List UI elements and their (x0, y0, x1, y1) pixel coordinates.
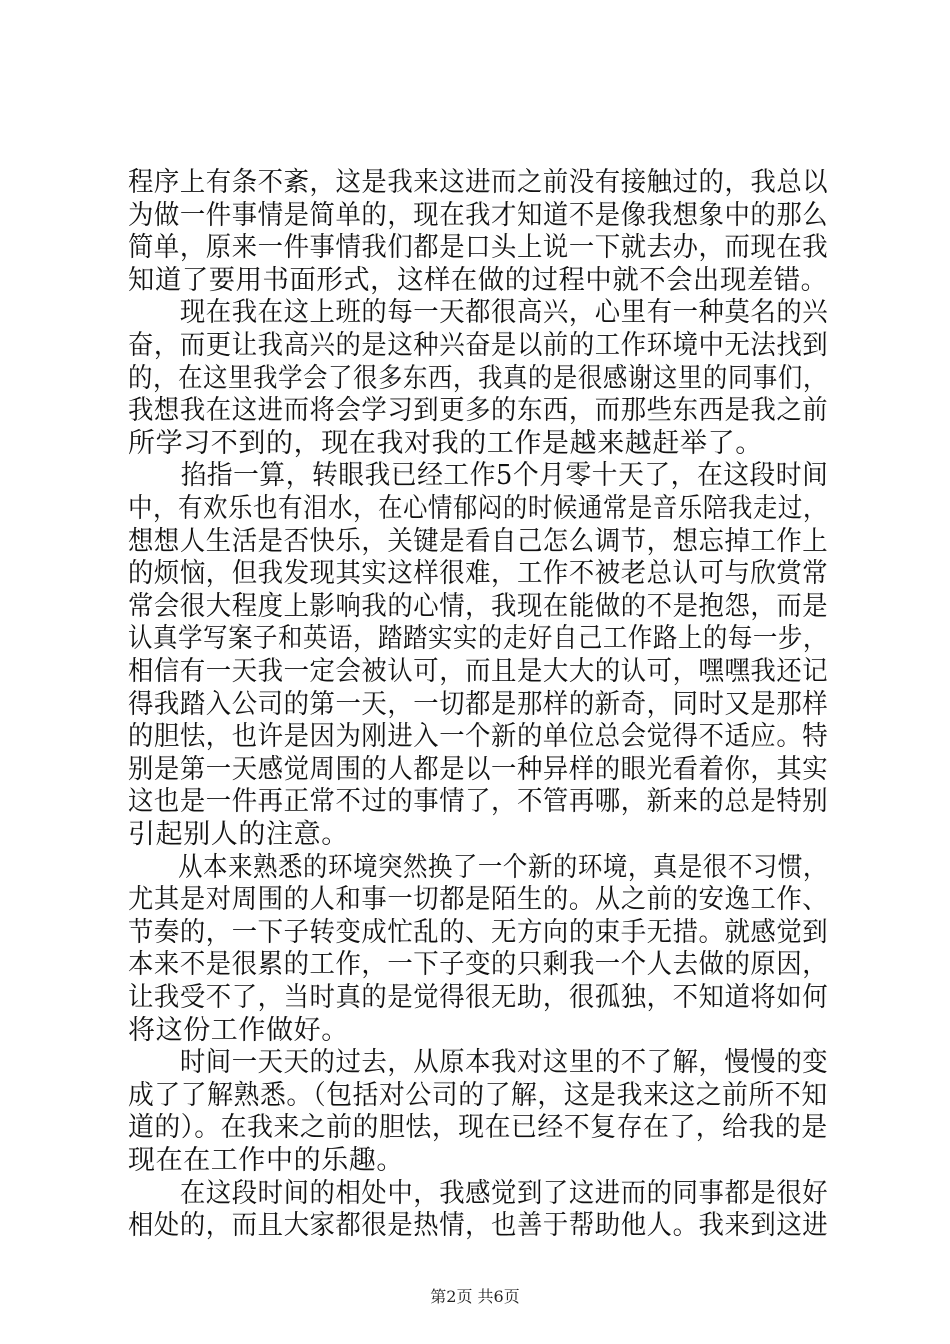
text-line: 认真学写案子和英语，踏踏实实的走好自己工作路上的每一步， (128, 623, 828, 655)
text-line: 得我踏入公司的第一天，一切都是那样的新奇，同时又是那样 (128, 688, 829, 720)
text-line: 成了了解熟悉。（包括对公司的了解，这是我来这之前所不知 (128, 1079, 828, 1111)
text-line: 现在我在这上班的每一天都很高兴，心里有一种莫名的兴 (128, 297, 829, 329)
text-line: 程序上有条不紊，这是我来这进而之前没有接触过的，我总以 (128, 167, 829, 198)
text-line: 别是第一天感觉周围的人都是以一种异样的眼光看着你，其实 (128, 753, 829, 785)
text-line: 相信有一天我一定会被认可，而且是大大的认可，嘿嘿我还记 (128, 656, 829, 687)
text-line: 中，有欢乐也有泪水，在心情郁闷的时候通常是音乐陪我走过， (128, 493, 828, 524)
page-number-footer: 第2页 共6页 (430, 1287, 520, 1306)
text-line: 所学习不到的，现在我对我的工作是越来越赶举了。 (128, 427, 763, 459)
text-line: 节奏的，一下子转变成忙乱的、无方向的束手无措。就感觉到 (128, 916, 829, 948)
text-line: 常会很大程度上影响我的心情，我现在能做的不是抱怨，而是 (128, 590, 829, 622)
text-line: 掐指一算，转眼我已经工作5个月零十天了，在这段时间 (128, 460, 829, 492)
text-line: 奋，而更让我高兴的是这种兴奋是以前的工作环境中无法找到 (128, 330, 829, 361)
text-line: 的烦恼，但我发现其实这样很难，工作不被老总认可与欣赏常 (128, 558, 829, 590)
text-line: 的，在这里我学会了很多东西，我真的是很感谢这里的同事们， (128, 362, 828, 394)
text-line: 尤其是对周围的人和事一切都是陌生的。从之前的安逸工作、 (128, 884, 829, 916)
text-line: 这也是一件再正常不过的事情了，不管再哪，新来的总是特别 (128, 786, 829, 818)
text-line: 引起别人的注意。 (128, 819, 349, 850)
text-line: 简单，原来一件事情我们都是口头上说一下就去办，而现在我 (128, 232, 829, 264)
text-line: 相处的，而且大家都很是热情，也善于帮助他人。我来到这进 (128, 1210, 829, 1242)
text-line: 现在在工作中的乐趣。 (128, 1145, 404, 1176)
text-line: 知道了要用书面形式，这样在做的过程中就不会出现差错。 (128, 264, 828, 296)
text-line: 本来不是很累的工作，一下子变的只剩我一个人去做的原因， (128, 949, 829, 981)
text-line: 让我受不了，当时真的是觉得很无助，很孤独，不知道将如何 (128, 982, 829, 1013)
text-line: 想想人生活是否快乐，关键是看自己怎么调节，想忘掉工作上 (128, 525, 829, 557)
text-line: 时间一天天的过去，从原本我对这里的不了解，慢慢的变 (128, 1047, 829, 1079)
text-line: 在这段时间的相处中，我感觉到了这进而的同事都是很好 (128, 1177, 829, 1209)
text-line: 将这份工作做好。 (128, 1014, 349, 1046)
text-line: 从本来熟悉的环境突然换了一个新的环境，真是很不习惯， (128, 851, 828, 883)
text-line: 的胆怯，也许是因为刚进入一个新的单位总会觉得不适应。特 (128, 721, 829, 753)
text-line: 为做一件事情是简单的，现在我才知道不是像我想象中的那么 (128, 199, 829, 231)
text-line: 我想我在这进而将会学习到更多的东西，而那些东西是我之前 (128, 395, 829, 427)
text-line: 道的）。在我来之前的胆怯，现在已经不复存在了，给我的是 (128, 1112, 828, 1144)
